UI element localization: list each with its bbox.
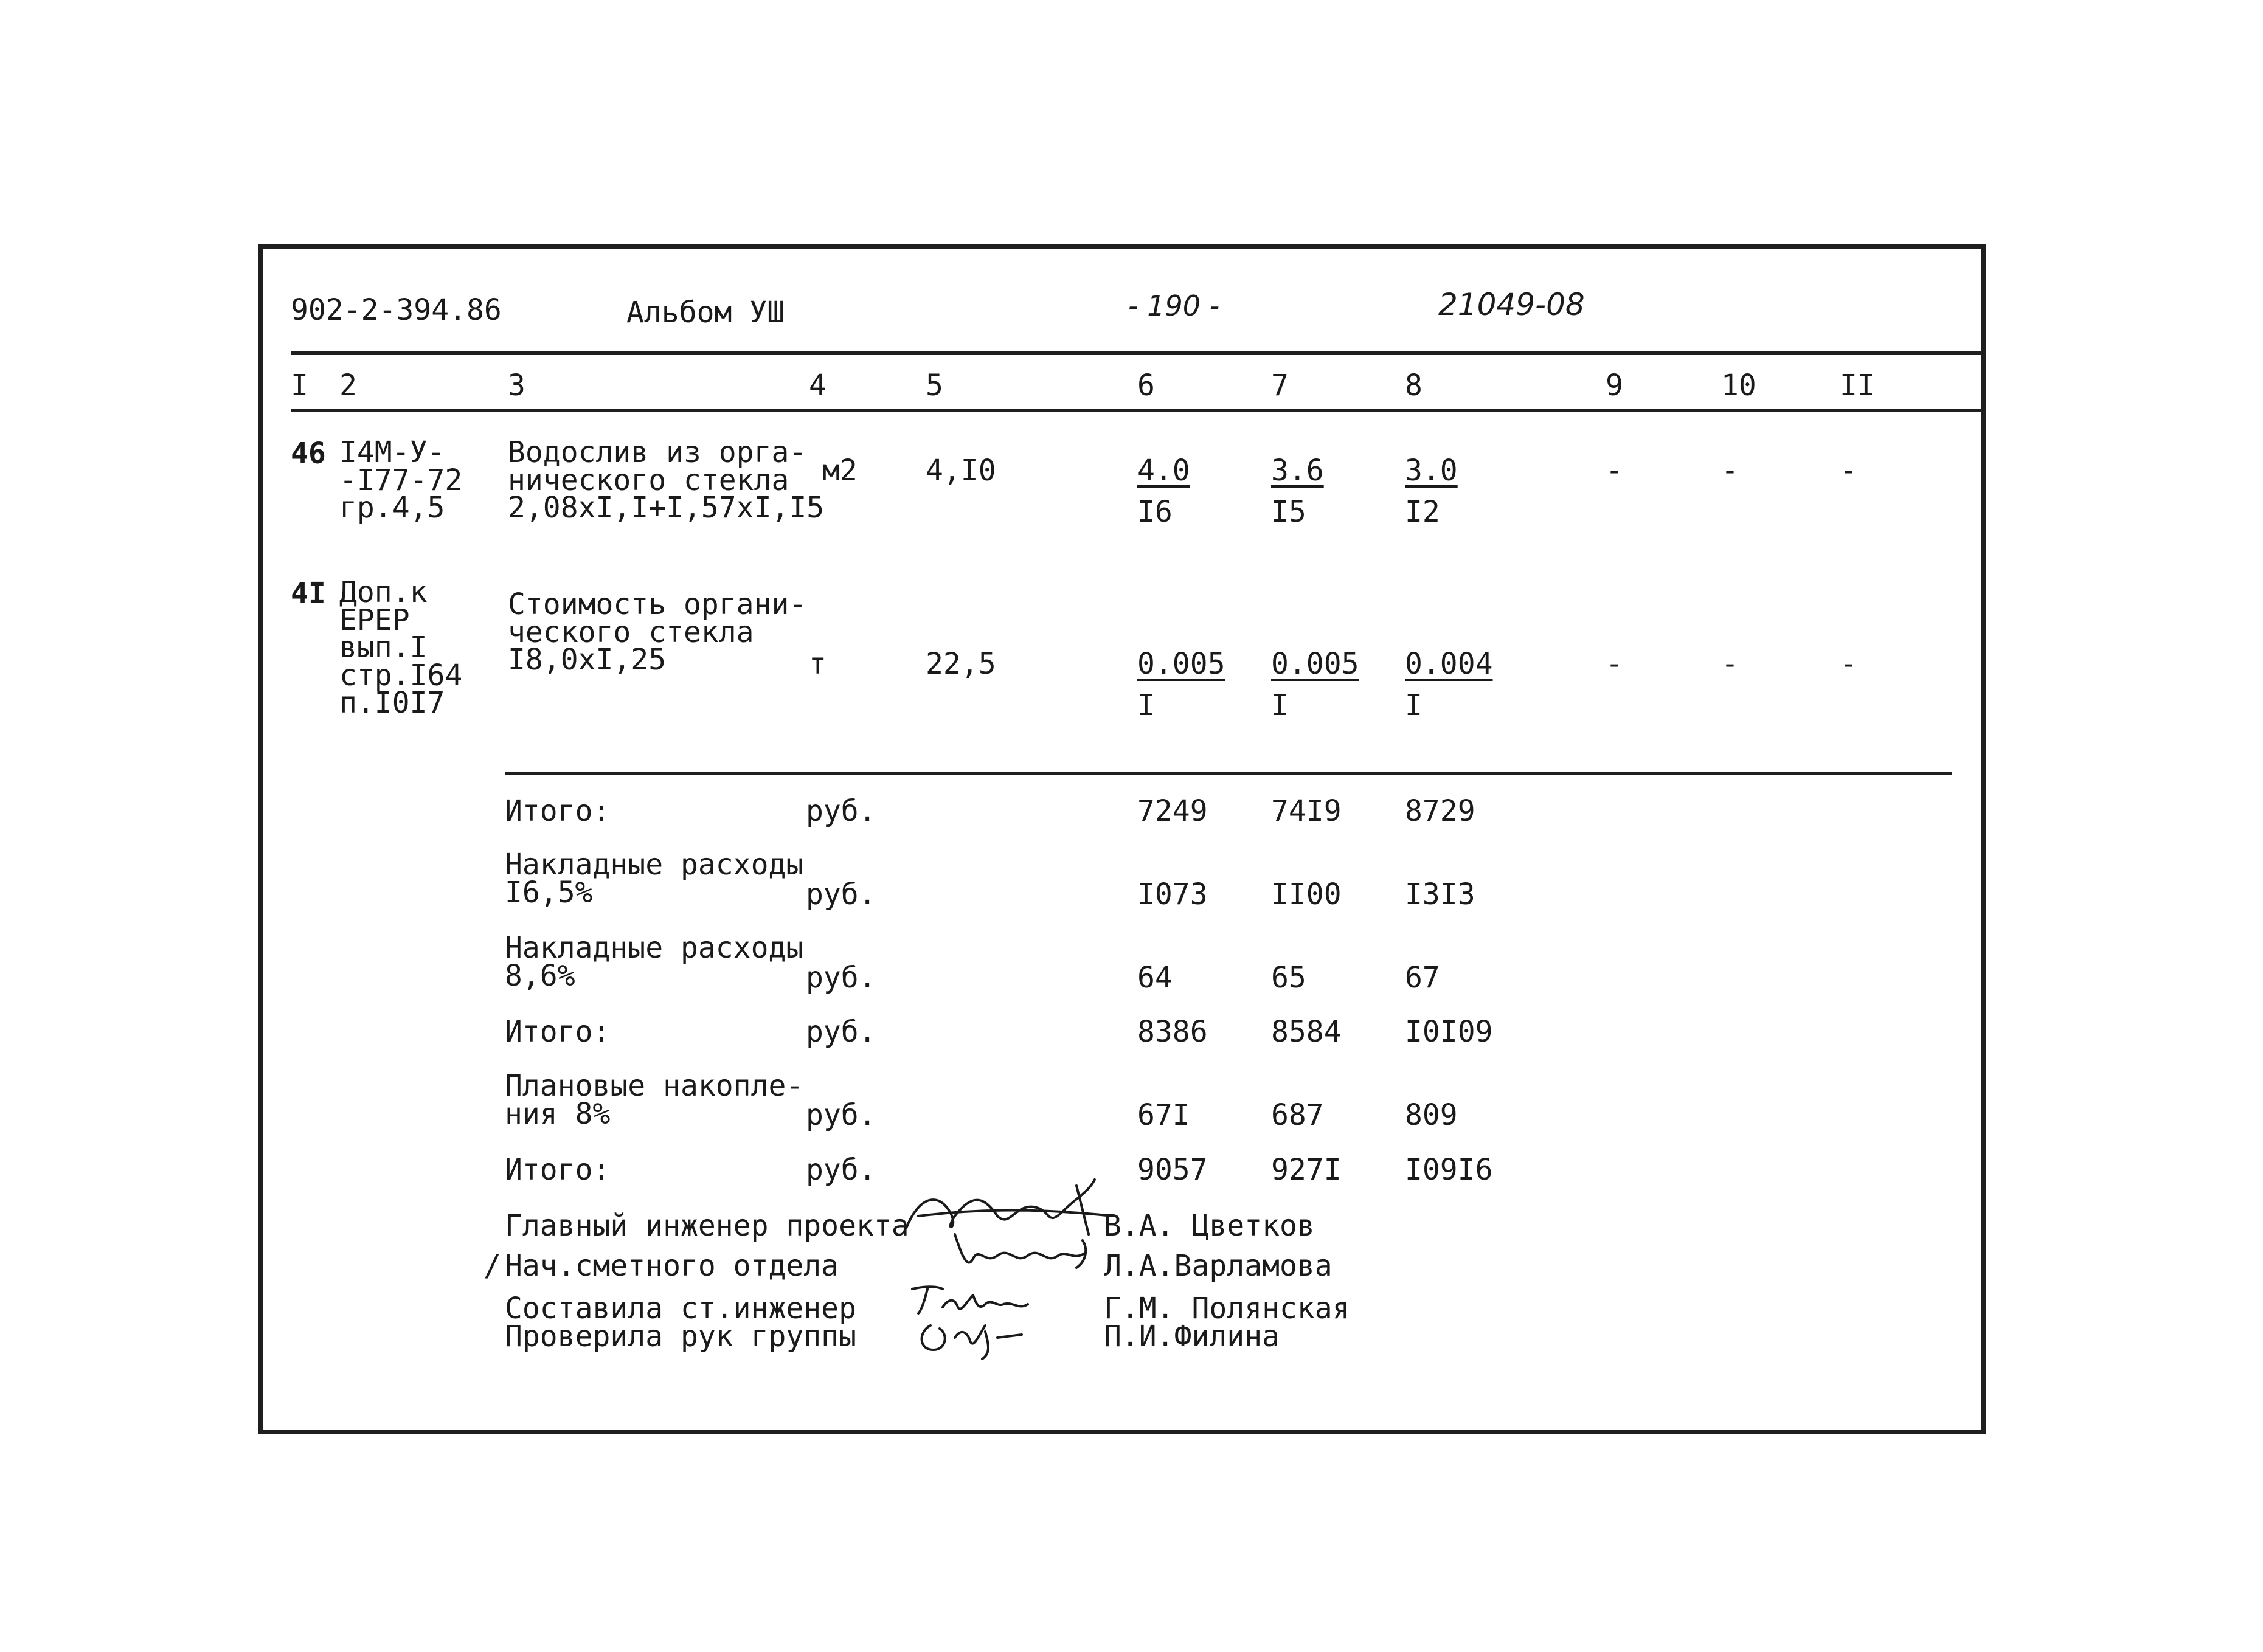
- total-1-col7: 74I9: [1271, 794, 1342, 828]
- row-41-description: Стоимость органи- ческого стекла I8,0хI,25: [508, 587, 807, 677]
- overhead-8-label: Накладные расходы 8,6%: [505, 931, 804, 993]
- checker-role: Проверила рук группы: [505, 1319, 856, 1353]
- total-1-col6: 7249: [1137, 794, 1208, 828]
- total-2-col7: 8584: [1271, 1015, 1342, 1049]
- col-num-11: II: [1840, 368, 1875, 403]
- row-46-col7-top: 3.6: [1271, 454, 1324, 488]
- planned-savings-col6: 67I: [1137, 1098, 1190, 1132]
- chief-engineer-role: Главный инженер проекта: [505, 1209, 909, 1243]
- overhead-16-col7: II00: [1271, 877, 1342, 911]
- col-num-1: I: [291, 368, 308, 403]
- row-41-col11: -: [1840, 647, 1857, 681]
- col-num-5: 5: [926, 368, 943, 403]
- planned-savings-unit: руб.: [806, 1098, 876, 1132]
- overhead-16-col6: I073: [1137, 877, 1208, 911]
- totals-rule: [505, 772, 1952, 775]
- page-number: - 190 -: [1128, 289, 1220, 322]
- row-46-col8-bottom: I2: [1405, 495, 1440, 529]
- overhead-16-col8: I3I3: [1405, 877, 1475, 911]
- total-1-col8: 8729: [1405, 794, 1475, 828]
- row-46-description: Водослив из орга- нического стекла 2,08хI,I+I,57хI,I5: [508, 435, 825, 525]
- column-numbers-rule: [291, 409, 1986, 412]
- row-46-col11: -: [1840, 454, 1857, 488]
- total-3-unit: руб.: [806, 1153, 876, 1187]
- overhead-8-col8: 67: [1405, 961, 1440, 995]
- total-2-col6: 8386: [1137, 1015, 1208, 1049]
- total-1-unit: руб.: [806, 794, 876, 828]
- inventory-number: 21049-08: [1438, 287, 1585, 322]
- row-41-col6-bottom: I: [1137, 688, 1155, 722]
- total-2-col8: I0I09: [1405, 1015, 1493, 1049]
- col-num-2: 2: [339, 368, 357, 403]
- margin-mark: /: [483, 1249, 501, 1283]
- estimate-head-signature: [949, 1228, 1095, 1277]
- checker-signature: [912, 1313, 1034, 1362]
- row-41-col10: -: [1721, 647, 1739, 681]
- album-label: Альбом УШ: [626, 295, 785, 330]
- overhead-8-col6: 64: [1137, 961, 1173, 995]
- compiler-name: Г.М. Полянская: [1104, 1291, 1350, 1325]
- row-41-col8-bottom: I: [1405, 688, 1423, 722]
- row-46-col7-bottom: I5: [1271, 495, 1306, 529]
- compiler-role: Составила ст.инженер: [505, 1291, 856, 1325]
- row-41-col6-top: 0.005: [1137, 647, 1225, 681]
- overhead-8-col7: 65: [1271, 961, 1306, 995]
- overhead-16-unit: руб.: [806, 877, 876, 911]
- row-46-reference: I4M-У- -I77-72 гр.4,5: [339, 435, 463, 525]
- row-46-col6-top: 4.0: [1137, 454, 1190, 488]
- row-41-col8-top: 0.004: [1405, 647, 1493, 681]
- total-3-col6: 9057: [1137, 1153, 1208, 1187]
- row-41-col7-bottom: I: [1271, 688, 1289, 722]
- header-rule: [291, 351, 1986, 355]
- total-3-col8: I09I6: [1405, 1153, 1493, 1187]
- estimate-head-role: Нач.сметного отдела: [505, 1249, 839, 1283]
- row-46-unit: м2: [822, 454, 858, 488]
- row-46-col10: -: [1721, 454, 1739, 488]
- total-3-col7: 927I: [1271, 1153, 1342, 1187]
- col-num-4: 4: [809, 368, 827, 403]
- row-41-quantity: 22,5: [926, 647, 996, 681]
- total-2-unit: руб.: [806, 1015, 876, 1049]
- chief-engineer-name: В.А. Цветков: [1104, 1209, 1315, 1243]
- row-41-col9: -: [1606, 647, 1623, 681]
- overhead-16-label: Накладные расходы I6,5%: [505, 848, 804, 910]
- row-41-unit: т: [809, 647, 827, 681]
- checker-name: П.И.Филина: [1104, 1319, 1280, 1353]
- col-num-6: 6: [1137, 368, 1155, 403]
- total-3-label: Итого:: [505, 1153, 611, 1187]
- row-41-col7-top: 0.005: [1271, 647, 1359, 681]
- planned-savings-col7: 687: [1271, 1098, 1324, 1132]
- row-46-number: 46: [291, 437, 326, 471]
- col-num-10: 10: [1721, 368, 1756, 403]
- row-46-quantity: 4,I0: [926, 454, 996, 488]
- col-num-3: 3: [508, 368, 525, 403]
- total-2-label: Итого:: [505, 1015, 611, 1049]
- row-46-col8-top: 3.0: [1405, 454, 1458, 488]
- overhead-8-unit: руб.: [806, 961, 876, 995]
- total-1-label: Итого:: [505, 794, 611, 828]
- planned-savings-label: Плановые накопле- ния 8%: [505, 1069, 804, 1131]
- row-41-number: 4I: [291, 576, 326, 610]
- planned-savings-col8: 809: [1405, 1098, 1458, 1132]
- col-num-7: 7: [1271, 368, 1289, 403]
- row-46-col9: -: [1606, 454, 1623, 488]
- col-num-9: 9: [1606, 368, 1623, 403]
- row-46-col6-bottom: I6: [1137, 495, 1173, 529]
- row-41-reference: Доп.к ЕРЕР вып.I стр.I64 п.I0I7: [339, 575, 463, 721]
- col-num-8: 8: [1405, 368, 1423, 403]
- doc-code: 902-2-394.86: [291, 293, 502, 327]
- estimate-head-name: Л.А.Варламова: [1104, 1249, 1333, 1283]
